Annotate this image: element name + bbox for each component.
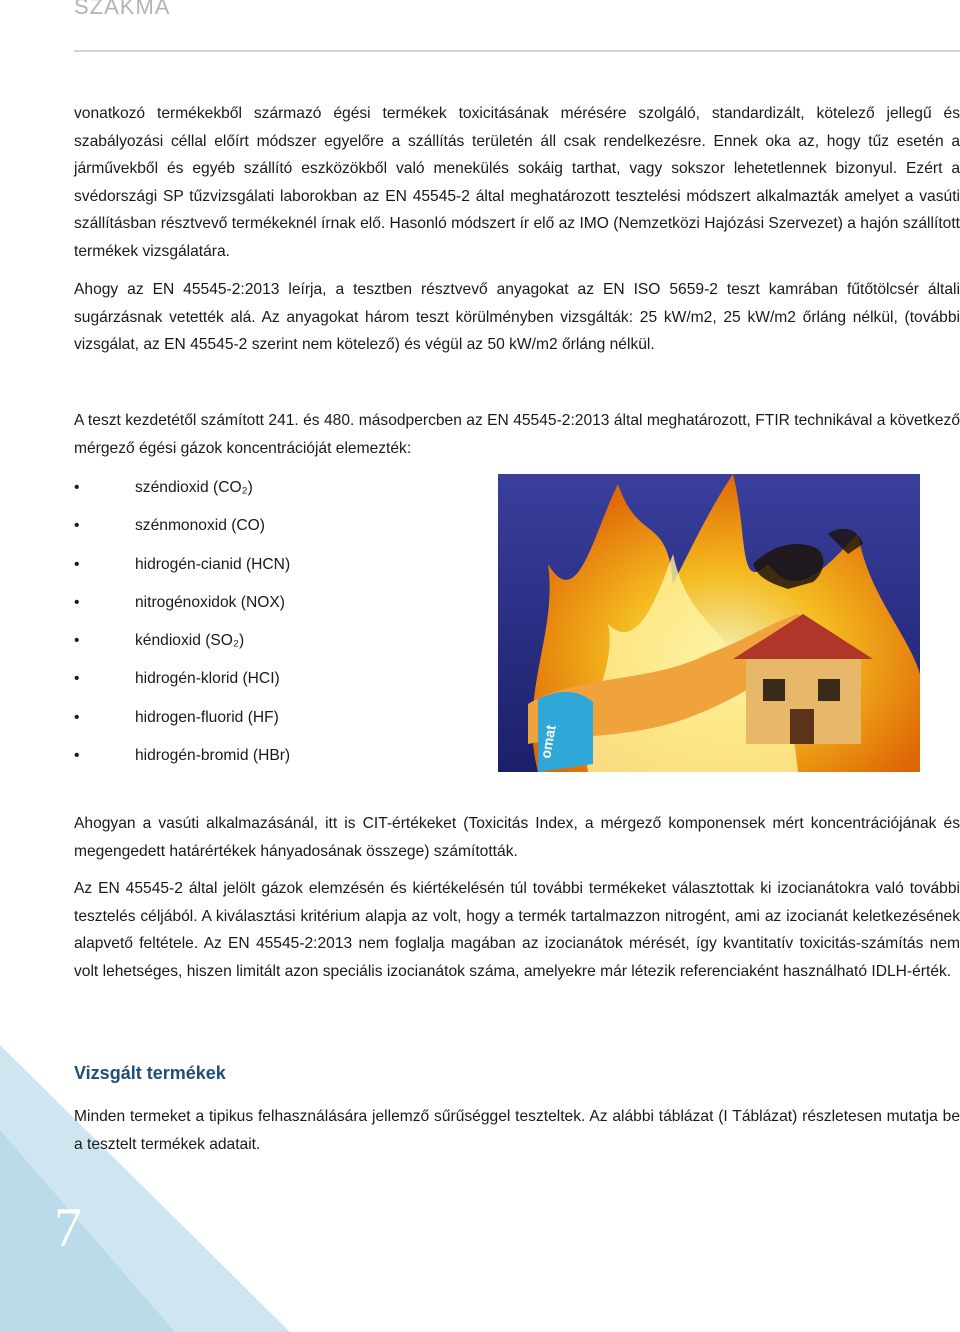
- bullet-icon: •: [74, 555, 80, 573]
- list-item: • hidrogén-klorid (HCI): [74, 665, 474, 703]
- bullet-icon: •: [74, 479, 80, 496]
- bullet-icon: •: [74, 517, 80, 535]
- bullet-icon: •: [74, 632, 80, 650]
- bullet-icon: •: [74, 708, 80, 726]
- fire-house-illustration: [498, 474, 920, 772]
- paragraph-cit-values: Ahogyan a vasúti alkalmazásánál, itt is CIT-értékeket (Toxicitás Index, a mérgező komponensek mért koncentrációjának és megengedett határértékek hányadosának összege) számították.: [74, 815, 960, 860]
- paragraph-gas-analysis: A teszt kezdetétől számított 241. és 480. másodpercben az EN 45545-2:2013 által meghatározott, FTIR technikával a következő mérgező égési gázok koncentrációját elemezték:: [74, 412, 960, 457]
- list-item: • hidrogén-cianid (HCN): [74, 551, 474, 589]
- list-item: • hidrogén-bromid (HBr): [74, 742, 474, 780]
- page-number: 7: [54, 1197, 82, 1259]
- gas-list: [74, 474, 474, 780]
- bullet-icon: •: [74, 747, 80, 765]
- header-rule: [74, 50, 960, 52]
- header-label: SZAKMA: [74, 0, 171, 19]
- list-item: • szénmonoxid (CO): [74, 512, 474, 550]
- section-heading: Vizsgált termékek: [74, 1063, 226, 1083]
- paragraph-tested-products: Minden termeket a tipikus felhasználására jellemző sűrűséggel teszteltek. Az alábbi táblázat (I Táblázat) részletesen mutatja be a tesztelt termékek adatait.: [74, 1108, 960, 1153]
- paragraph-isocyanates: Az EN 45545-2 által jelölt gázok elemzésén és kiértékelésén túl további termékeket választottak ki izocianátokra való további tesztelés céljából. A kiválasztási kritérium alapja az volt, hogy a termék tartalmazzon nitrogént, ami az izocianát keletkezésének alapvető feltétele. Az EN 45545-2:2013 nem foglalja magában az izocianátok mérését, így kvantitatív toxicitás-számítás nem volt lehetséges, hiszen limitált azon speciális izocianátok száma, amelyekre már létezik referenciaként használható IDLH-érték.: [74, 880, 960, 980]
- bullet-icon: •: [74, 593, 80, 611]
- sleeve-text: omat: [537, 723, 559, 760]
- list-item: • széndioxid (CO₂): [74, 474, 474, 512]
- paragraph-intro: vonatkozó termékekből származó égési termékek toxicitásának mérésére szolgáló, standardizált, kötelező jellegű és szabályozási céllal előírt módszer egyelőre a szállítás területén áll csak rendelkezésre. Ennek oka az, hogy tűz esetén a járművekből és egyéb szállító eszközökből való menekülés sokáig tarthat, vagy sokszor lehetetlennek bizonyul. Ezért a svédországi SP tűzvizsgálati laborokban az EN 45545-2 által meghatározott tesztelési módszert alkalmazták amelyet a vasúti szállításban résztvevő termékeknél írnak elő. Hasonló módszert ír elő az IMO (Nemzetközi Hajózási Szervezet) a hajón szállított termékek vizsgálatára.: [74, 105, 960, 260]
- list-item: • kéndioxid (SO₂): [74, 627, 474, 665]
- paragraph-test-method: Ahogy az EN 45545-2:2013 leírja, a tesztben résztvevő anyagokat az EN ISO 5659-2 teszt kamrában fűtőtölcsér általi sugárzásnak vetették alá. Az anyagokat három teszt körülményben vizsgálták: 25 kW/m2, 25 kW/m2 őrláng nélkül, (további vizsgálat, az EN 45545-2 szerint nem kötelező) és végül az 50 kW/m2 őrláng nélkül.: [74, 281, 960, 353]
- bullet-icon: •: [74, 670, 80, 688]
- list-item: • hidrogen-fluorid (HF): [74, 704, 474, 742]
- list-item: • nitrogénoxidok (NOX): [74, 589, 474, 627]
